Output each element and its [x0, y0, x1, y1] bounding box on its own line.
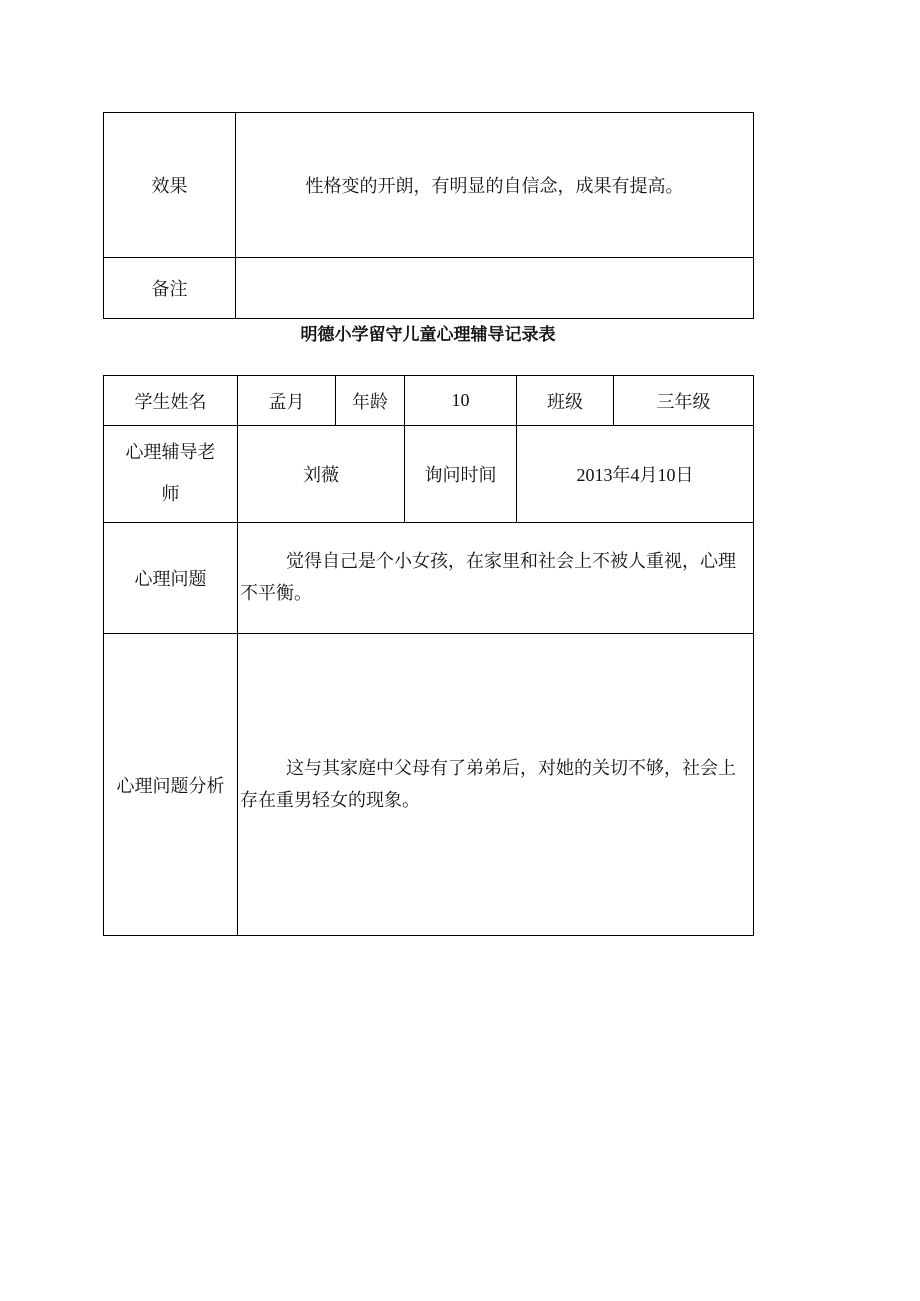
- student-name-value: 孟月: [238, 376, 336, 426]
- effect-row: [104, 113, 754, 258]
- teacher-label-line1: 心理辅导老: [125, 442, 216, 463]
- analysis-text: 这与其家庭中父母有了弟弟后，对她的关切不够，社会上存在重男轻女的现象。: [238, 634, 754, 936]
- problem-text: 觉得自己是个小女孩，在家里和社会上不被人重视，心理不平衡。: [238, 523, 754, 634]
- teacher-row: [104, 426, 754, 523]
- teacher-label-line2: 师: [161, 484, 180, 505]
- teacher-label: [104, 426, 238, 523]
- age-value: 10: [405, 376, 517, 426]
- problem-label: 心理问题: [104, 523, 238, 634]
- effect-remark-table: [103, 112, 754, 319]
- remark-label: 备注: [104, 258, 236, 319]
- teacher-value: 刘薇: [238, 426, 405, 523]
- form-title: 明德小学留守儿童心理辅导记录表: [300, 325, 556, 345]
- effect-value: 性格变的开朗，有明显的自信念，成果有提高。: [236, 113, 754, 258]
- counseling-record-table: [103, 375, 754, 936]
- analysis-row: [104, 634, 754, 936]
- remark-row: [104, 258, 754, 319]
- student-info-row: [104, 376, 754, 426]
- problem-row: [104, 523, 754, 634]
- age-label: 年龄: [336, 376, 405, 426]
- inquiry-time-value: 2013年4月10日: [517, 426, 754, 523]
- remark-value: [236, 258, 754, 319]
- analysis-label: 心理问题分析: [104, 634, 238, 936]
- class-label: 班级: [517, 376, 614, 426]
- student-name-label: 学生姓名: [104, 376, 238, 426]
- effect-label: 效果: [104, 113, 236, 258]
- inquiry-time-label: 询问时间: [405, 426, 517, 523]
- class-value: 三年级: [614, 376, 754, 426]
